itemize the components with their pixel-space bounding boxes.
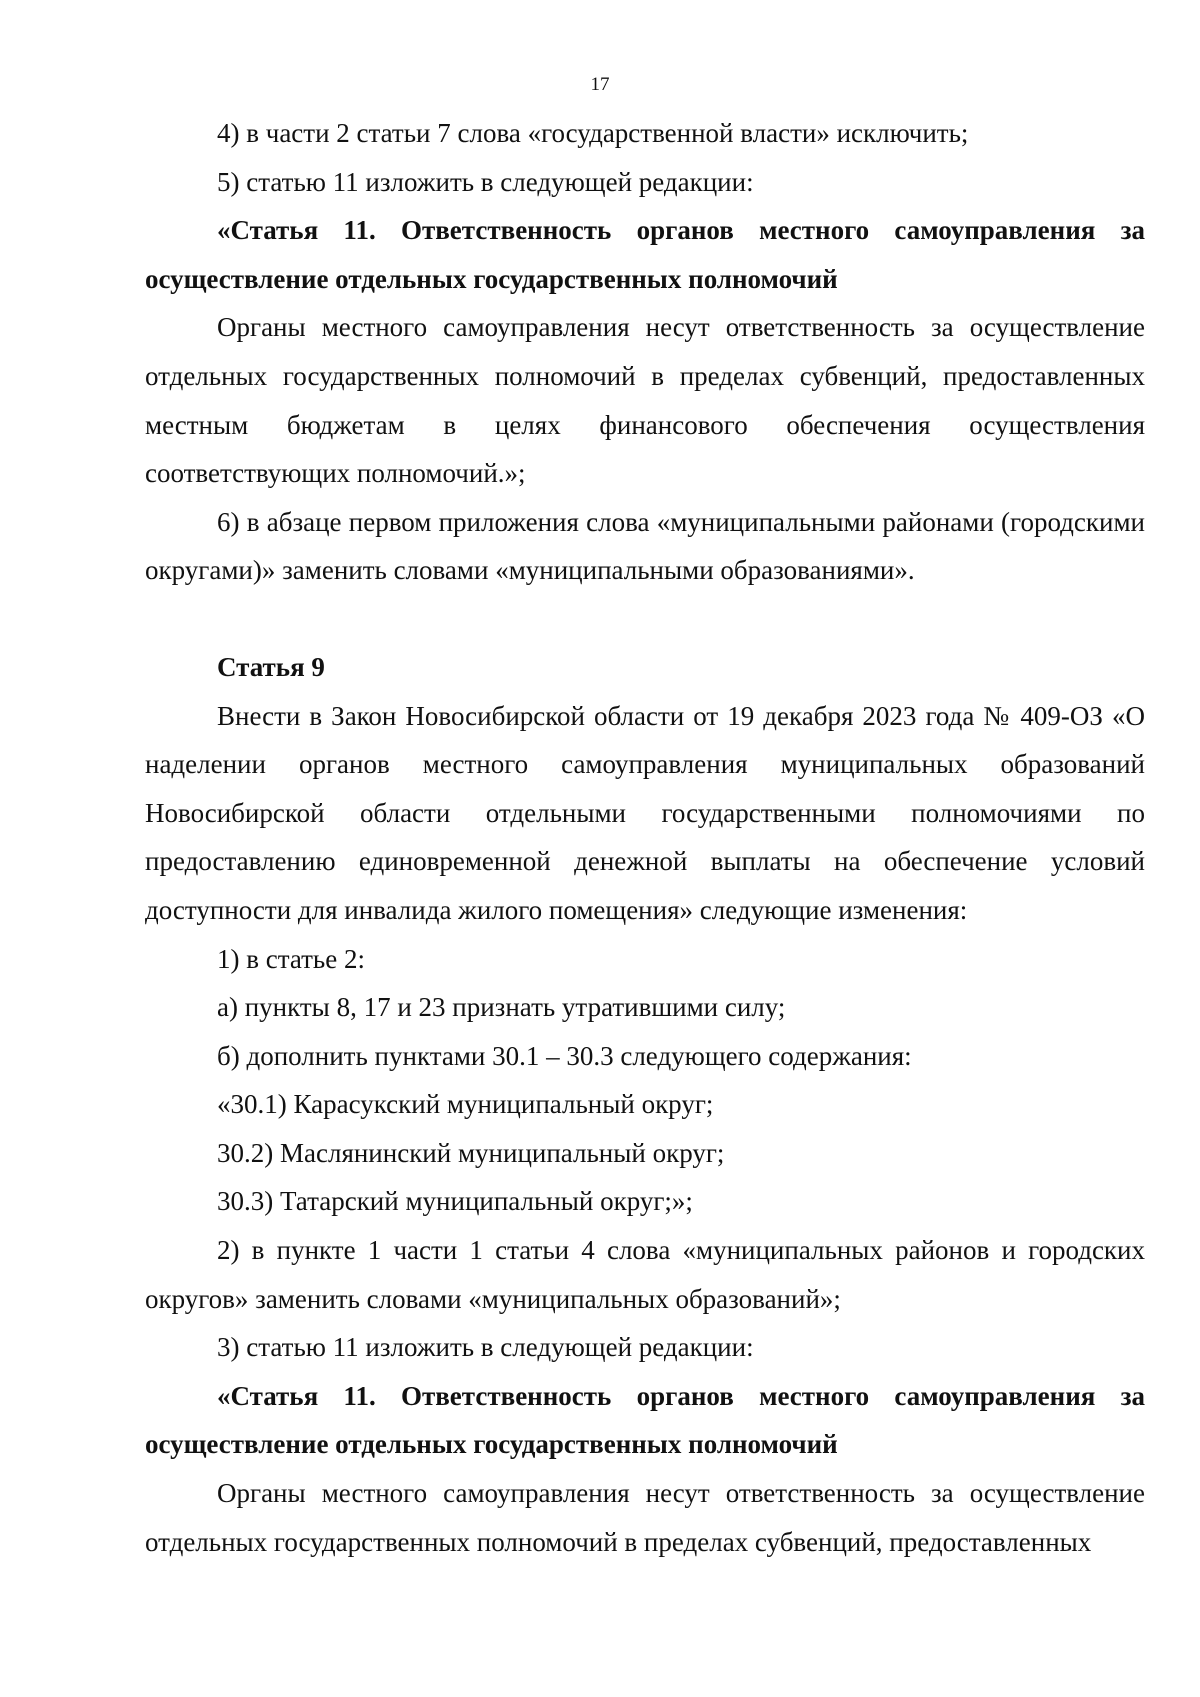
amendment-item-5: 5) статью 11 изложить в следующей редакции: (217, 166, 754, 197)
article-11-title: «Статья 11. Ответственность органов местного самоуправления за осуществление отдельных государственных полномочий (145, 215, 1145, 294)
list-item-30-1: «30.1) Карасукский муниципальный округ; (217, 1089, 714, 1120)
article-9-item-1a: а) пункты 8, 17 и 23 признать утратившими силу; (217, 992, 786, 1023)
list-item-30-3: 30.3) Татарский муниципальный округ;»; (217, 1186, 693, 1217)
article-9-item-1b: б) дополнить пунктами 30.1 – 30.3 следующего содержания: (217, 1040, 912, 1071)
document-body (145, 109, 1145, 1566)
page-number: 17 (590, 74, 610, 95)
article-11-title-repeat: «Статья 11. Ответственность органов местного самоуправления за осуществление отдельных государственных полномочий (145, 1380, 1145, 1460)
article-9-intro: Внести в Закон Новосибирской области от 19 декабря 2023 года № 409-ОЗ «О наделении органов местного самоуправления муниципальных образований Новосибирской области отдельными государственными полномочиями по предоставлению единовременной денежной выплаты на обеспечение условий доступности для инвалида жилого помещения» следующие изменения: (145, 700, 1145, 925)
article-9-item-2: 2) в пункте 1 части 1 статьи 4 слова «муниципальных районов и городских округов» заменить словами «муниципальных образований»; (145, 1235, 1145, 1314)
list-item-30-2: 30.2) Маслянинский муниципальный округ; (217, 1137, 725, 1168)
article-9-heading: Статья 9 (217, 651, 325, 682)
article-9-item-1: 1) в статье 2: (217, 943, 365, 974)
article-11-text: Органы местного самоуправления несут ответственность за осуществление отдельных государственных полномочий в пределах субвенций, предоставленных местным бюджетам в целях финансового обеспечения осуществления соответствующих полномочий.»; (145, 312, 1145, 489)
article-9-item-3: 3) статью 11 изложить в следующей редакции: (217, 1332, 754, 1363)
amendment-item-6: 6) в абзаце первом приложения слова «муниципальными районами (городскими округами)» заменить словами «муниципальными образованиями». (145, 506, 1145, 586)
amendment-item-4: 4) в части 2 статьи 7 слова «государственной власти» исключить; (217, 118, 969, 148)
article-11-text-repeat: Органы местного самоуправления несут ответственность за осуществление отдельных государственных полномочий в пределах субвенций, предоставленных (145, 1478, 1145, 1557)
